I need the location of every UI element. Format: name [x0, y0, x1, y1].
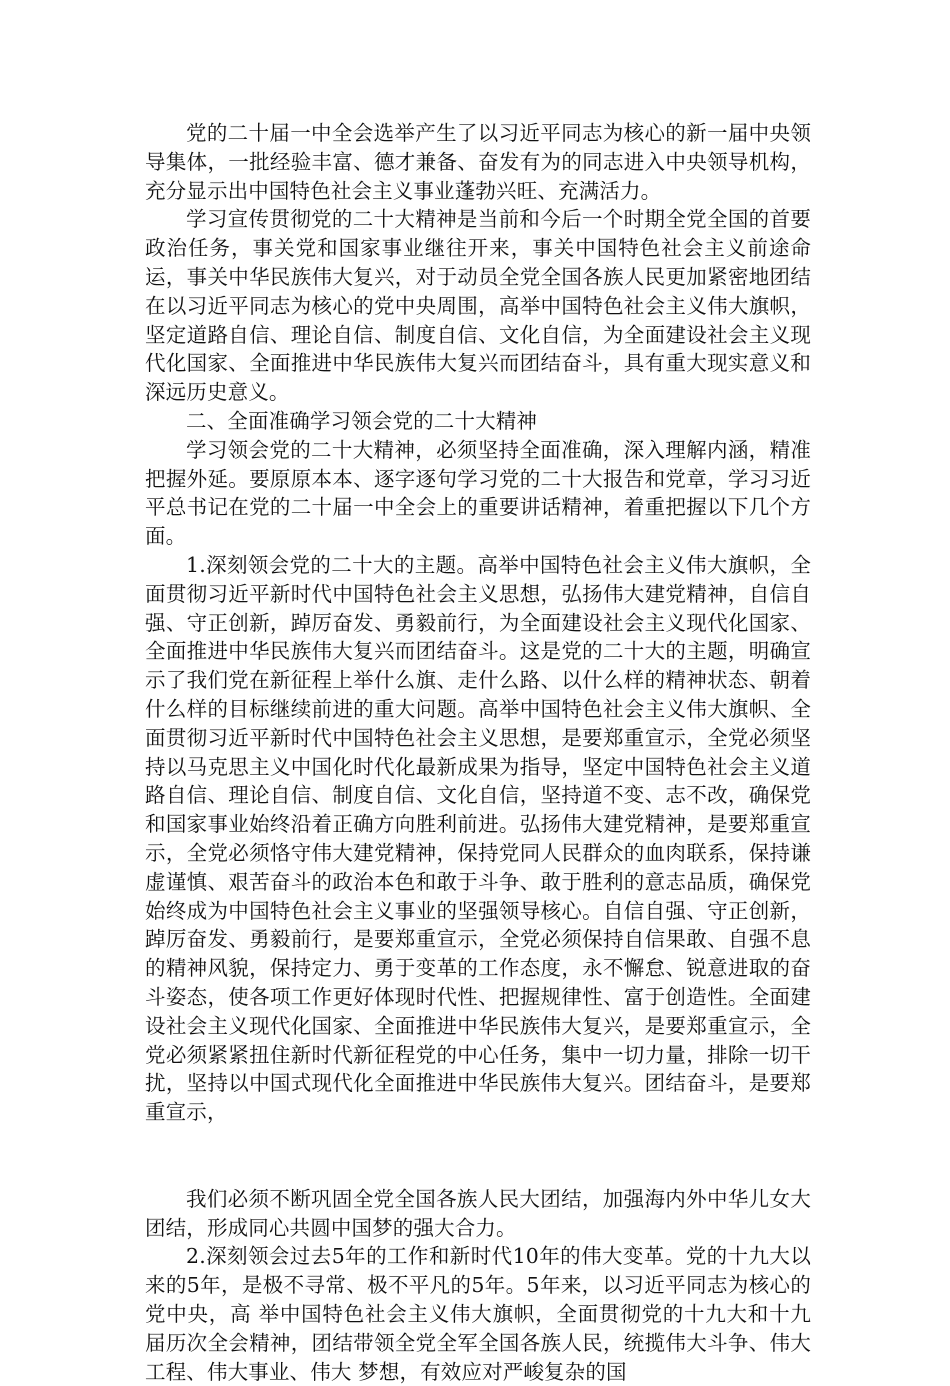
document-page	[145, 119, 811, 1386]
paragraph-unity: 我们必须不断巩固全党全国各族人民大团结，加强海内外中华儿女大团结，形成同心共圆中国梦的强大合力。	[145, 1186, 811, 1240]
paragraph-study-requirements: 学习领会党的二十大精神，必须坚持全面准确，深入理解内涵，精准把握外延。要原原本本、逐字逐句学习党的二十大报告和党章，学习习近平总书记在党的二十届一中全会上的重要讲话精神，着重把握以下几个方面。	[145, 437, 811, 549]
section-heading-2: 二、全面准确学习领会党的二十大精神	[186, 408, 538, 433]
paragraph-study-significance: 学习宣传贯彻党的二十大精神是当前和今后一个时期全党全国的首要政治任务，事关党和国家事业继往开来，事关中国特色社会主义前途命运，事关中华民族伟大复兴，对于动员全党全国各族人民更加紧密地团结在以习近平同志为核心的党中央周围，高举中国特色社会主义伟大旗帜，坚定道路自信、理论自信、制度自信、文化自信，为全面建设社会主义现代化国家、全面推进中华民族伟大复兴而团结奋斗，具有重大现实意义和深远历史意义。	[145, 207, 811, 405]
paragraph-leadership: 党的二十届一中全会选举产生了以习近平同志为核心的新一届中央领导集体，一批经验丰富、德才兼备、奋发有为的同志进入中央领导机构，充分显示出中国特色社会主义事业蓬勃兴旺、充满活力。	[145, 121, 811, 203]
paragraph-point-2-five-years: 2.深刻领会过去5年的工作和新时代10年的伟大变革。党的十九大以来的5年，是极不寻常、极不平凡的5年。5年来，以习近平同志为核心的党中央，高 举中国特色社会主义伟大旗帜，全面贯彻党的十九大和十九届历次全会精神，团结带领全党全军全国各族人民，统揽伟大斗争、伟大工程、伟大事业、伟大 梦想，有效应对严峻复杂的国	[145, 1244, 811, 1384]
paragraph-gap	[145, 1127, 811, 1185]
paragraph-point-1-theme: 1.深刻领会党的二十大的主题。高举中国特色社会主义伟大旗帜，全面贯彻习近平新时代中国特色社会主义思想，弘扬伟大建党精神，自信自强、守正创新，踔厉奋发、勇毅前行，为全面建设社会主义现代化国家、全面推进中华民族伟大复兴而团结奋斗。这是党的二十大的主题，明确宣示了我们党在新征程上举什么旗、走什么路、以什么样的精神状态、朝着什么样的目标继续前进的重大问题。高举中国特色社会主义伟大旗帜、全面贯彻习近平新时代中国特色社会主义思想，是要郑重宣示，全党必须坚持以马克思主义中国化时代化最新成果为指导，坚定中国特色社会主义道路自信、理论自信、制度自信、文化自信，坚持道不变、志不改，确保党和国家事业始终沿着正确方向胜利前进。弘扬伟大建党精神，是要郑重宣示，全党必须恪守伟大建党精神，保持党同人民群众的血肉联系，保持谦虚谨慎、艰苦奋斗的政治本色和敢于斗争、敢于胜利的意志品质，确保党始终成为中国特色社会主义事业的坚强领导核心。自信自强、守正创新，踔厉奋发、勇毅前行，是要郑重宣示，全党必须保持自信果敢、自强不息的精神风貌，保持定力、勇于变革的工作态度，永不懈怠、锐意进取的奋斗姿态，使各项工作更好体现时代性、把握规律性、富于创造性。全面建设社会主义现代化国家、全面推进中华民族伟大复兴，是要郑重宣示，全党必须紧紧扭住新时代新征程党的中心任务，集中一切力量，排除一切干扰，坚持以中国式现代化全面推进中华民族伟大复兴。团结奋斗，是要郑重宣示，	[145, 552, 811, 1125]
